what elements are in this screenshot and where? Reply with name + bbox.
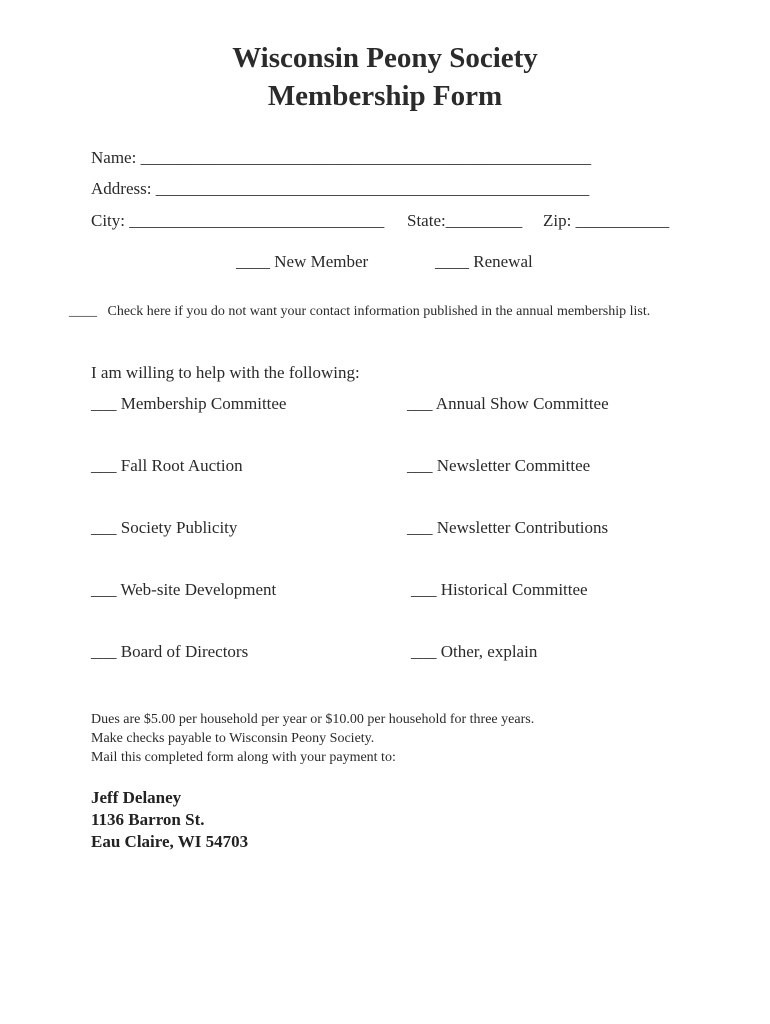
mail-to-name: Jeff Delaney: [91, 788, 182, 807]
new-member-option[interactable]: ____ New Member: [236, 252, 369, 271]
help-option-historical-committee[interactable]: ___ Historical Committee: [411, 580, 588, 599]
dues-line-1: Dues are $5.00 per household per year or $10.00 per household for three years.: [91, 712, 535, 727]
renewal-option[interactable]: ____ Renewal: [435, 252, 533, 271]
help-heading: I am willing to help with the following:: [91, 363, 360, 382]
zip-field[interactable]: Zip: ___________: [543, 211, 670, 230]
address-field[interactable]: Address: ___________________________________________________: [91, 179, 590, 198]
mail-to-street: 1136 Barron St.: [91, 810, 205, 829]
privacy-checkbox-line[interactable]: ____ Check here if you do not want your contact information published in the annual membership list.: [69, 304, 651, 319]
help-option-newsletter-contributions[interactable]: ___ Newsletter Contributions: [407, 518, 609, 537]
help-option-newsletter-committee[interactable]: ___ Newsletter Committee: [407, 456, 591, 475]
help-option-other-explain[interactable]: ___ Other, explain: [411, 642, 538, 661]
state-field[interactable]: State:_________: [407, 211, 523, 230]
dues-line-2: Make checks payable to Wisconsin Peony Society.: [91, 731, 375, 746]
dues-line-3: Mail this completed form along with your payment to:: [91, 750, 396, 765]
form-title-line2: Membership Form: [267, 80, 503, 112]
help-option-annual-show-committee[interactable]: ___ Annual Show Committee: [407, 394, 609, 413]
help-option-society-publicity[interactable]: ___ Society Publicity: [91, 518, 238, 537]
city-field[interactable]: City: ______________________________: [91, 211, 385, 230]
mail-to-city-state-zip: Eau Claire, WI 54703: [91, 832, 249, 851]
help-option-board-of-directors[interactable]: ___ Board of Directors: [91, 642, 249, 661]
help-option-fall-root-auction[interactable]: ___ Fall Root Auction: [91, 456, 243, 475]
help-option-website-development[interactable]: ___ Web-site Development: [91, 580, 277, 599]
help-option-membership-committee[interactable]: ___ Membership Committee: [91, 394, 287, 413]
name-field[interactable]: Name: _____________________________________________________: [91, 148, 592, 167]
form-title-line1: Wisconsin Peony Society: [232, 42, 538, 74]
